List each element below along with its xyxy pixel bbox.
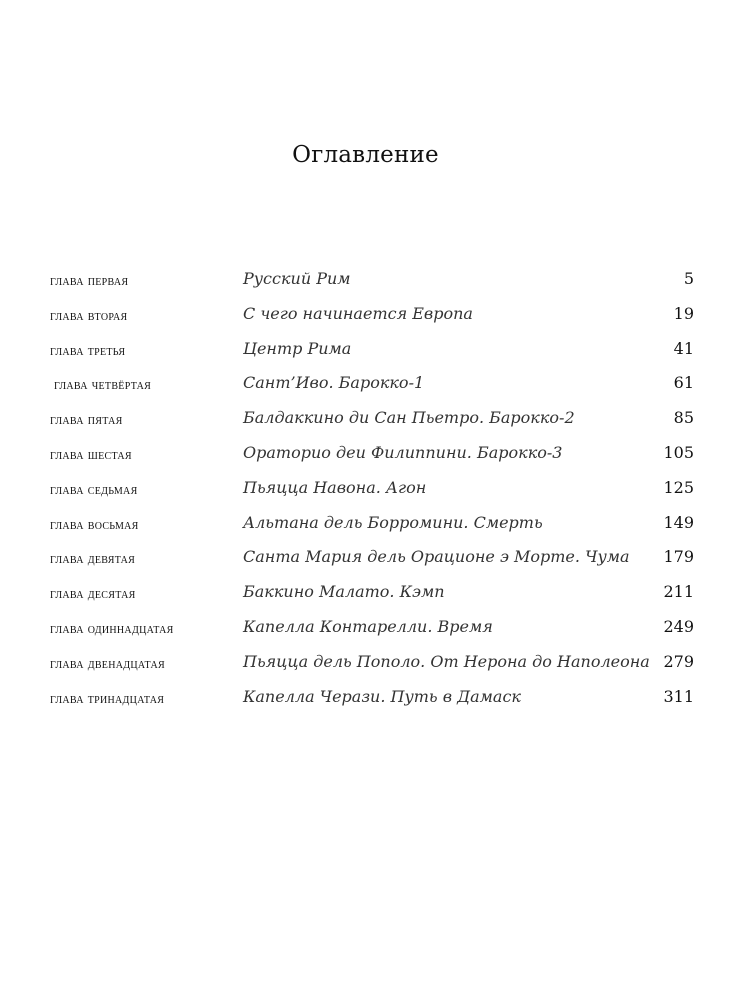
chapter-page-number: 279 [663, 651, 694, 671]
chapter-title[interactable]: С чего начинается Европа [243, 303, 473, 323]
toc-row[interactable] [0, 510, 731, 545]
chapter-page-number: 211 [663, 582, 694, 602]
toc-row[interactable] [0, 649, 731, 684]
toc-row[interactable] [0, 614, 731, 649]
chapter-title[interactable]: Пьяцца дель Пополо. От Нерона до Наполеона [243, 651, 650, 671]
chapter-title[interactable]: Сант’Иво. Барокко-1 [243, 373, 425, 393]
chapter-label: глава девятая [50, 551, 136, 568]
chapter-title[interactable]: Альтана дель Борромини. Смерть [243, 512, 543, 532]
chapter-label: глава одиннадцатая [50, 620, 174, 637]
chapter-page-number: 61 [673, 373, 694, 393]
toc-row[interactable] [0, 440, 731, 475]
chapter-page-number: 149 [663, 512, 694, 532]
chapter-title[interactable]: Баккино Малато. Кэмп [243, 582, 445, 602]
toc-row[interactable] [0, 475, 731, 510]
toc-row[interactable] [0, 370, 731, 405]
chapter-label: глава десятая [50, 586, 136, 603]
toc-row[interactable] [0, 266, 731, 301]
toc-row[interactable] [0, 579, 731, 614]
chapter-page-number: 179 [663, 547, 694, 567]
chapter-title[interactable]: Центр Рима [243, 338, 352, 358]
chapter-page-number: 85 [673, 408, 694, 428]
chapter-label: глава шестая [50, 446, 132, 463]
chapter-page-number: 19 [673, 303, 694, 323]
chapter-title[interactable]: Капелла Контарелли. Время [243, 616, 493, 636]
chapter-page-number: 311 [663, 686, 694, 706]
toc-row[interactable] [0, 405, 731, 440]
chapter-page-number: 249 [663, 616, 694, 636]
chapter-title[interactable]: Санта Мария дель Орационе э Морте. Чума [243, 547, 630, 567]
toc-row[interactable] [0, 301, 731, 336]
chapter-label: глава седьмая [50, 481, 138, 498]
chapter-page-number: 5 [683, 269, 694, 288]
toc-row[interactable] [0, 336, 731, 371]
chapter-page-number: 125 [663, 477, 694, 497]
toc-row[interactable] [0, 684, 731, 719]
chapter-title[interactable]: Ораторио деи Филиппини. Барокко-3 [243, 442, 563, 462]
page-title: Оглавление [292, 142, 439, 168]
chapter-label: глава тринадцатая [50, 690, 165, 707]
chapter-title[interactable]: Пьяцца Навона. Агон [243, 477, 427, 497]
chapter-title[interactable]: Капелла Черази. Путь в Дамаск [243, 686, 521, 706]
chapter-label: глава третья [50, 342, 126, 359]
table-of-contents [0, 266, 731, 718]
chapter-label: глава двенадцатая [50, 655, 165, 672]
chapter-label: глава пятая [50, 412, 123, 429]
chapter-title[interactable]: Балдаккино ди Сан Пьетро. Барокко-2 [243, 408, 575, 428]
toc-row[interactable] [0, 544, 731, 579]
chapter-page-number: 105 [663, 442, 694, 462]
chapter-page-number: 41 [673, 338, 694, 358]
chapter-label: глава восьмая [50, 516, 139, 533]
chapter-label: глава четвёртая [54, 377, 152, 394]
chapter-label: глава первая [50, 273, 129, 289]
chapter-title[interactable]: Русский Рим [243, 269, 351, 288]
chapter-label: глава вторая [50, 307, 128, 324]
